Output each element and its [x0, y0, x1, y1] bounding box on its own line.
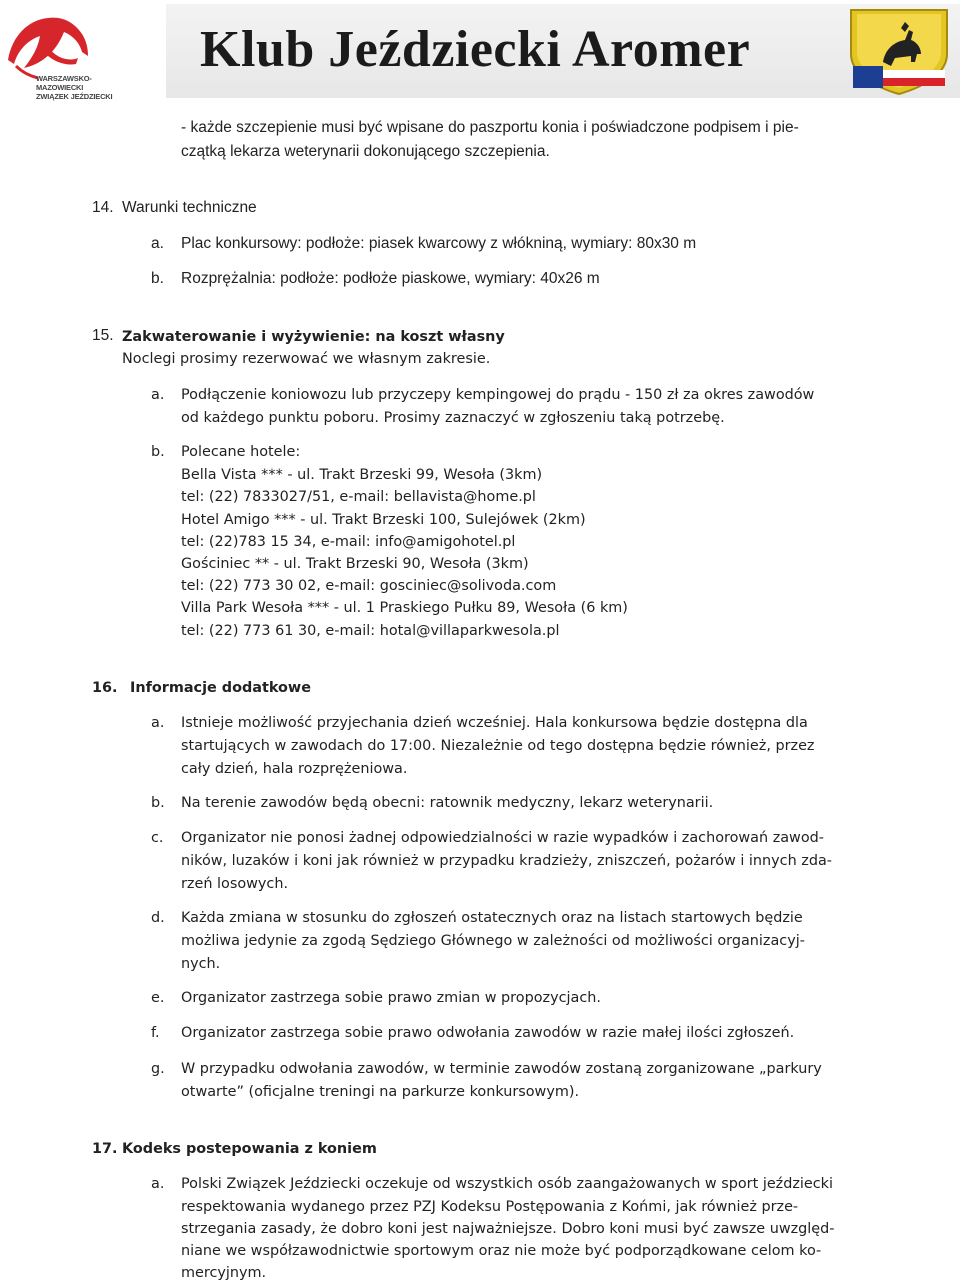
hotel-line: Villa Park Wesoła *** - ul. 1 Praskiego Pułku 89, Wesoła (6 km) — [181, 600, 628, 616]
wmzj-text — [36, 74, 116, 101]
s16-c-label: c. — [151, 830, 164, 846]
s15-title: Zakwaterowanie i wyżywienie: na koszt własny — [122, 329, 505, 345]
s16-item-line: Organizator nie ponosi żadnej odpowiedzialności w razie wypadków i zachorowań zawod- — [181, 830, 824, 846]
hotel-line: Bella Vista *** - ul. Trakt Brzeski 99, Wesoła (3km) — [181, 467, 543, 483]
s17-a-line: respektowania wydanego przez PZJ Kodeksu Postępowania z Końmi, jak również prze- — [181, 1199, 799, 1215]
s14-b-label: b. — [151, 270, 164, 287]
s16-title: Informacje dodatkowe — [130, 680, 311, 696]
s15-number: 15. — [92, 327, 114, 344]
hotel-line: tel: (22)783 15 34, e-mail: info@amigohotel.pl — [181, 534, 516, 550]
s17-title: Kodeks postepowania z koniem — [122, 1141, 377, 1157]
s16-item-line: rzeń losowych. — [181, 876, 289, 892]
s16-item-line: startujących w zawodach do 17:00. Niezależnie od tego dostępna będzie również, przez — [181, 738, 815, 754]
s14-a-text: Plac konkursowy: podłoże: piasek kwarcowy z włókniną, wymiary: 80x30 m — [181, 235, 697, 252]
s16-a-label: a. — [151, 715, 165, 731]
s17-a-line: niane we współzawodnictwie sportowym oraz nie może być podporządkowane celom ko- — [181, 1243, 822, 1259]
s17-a-line: strzegania zasady, że dobro koni jest najważniejsze. Dobro koni musi być zawsze uwzględ- — [181, 1221, 835, 1237]
s15-a-line2: od każdego punktu poboru. Prosimy zaznaczyć w zgłoszeniu taką potrzebę. — [181, 410, 725, 426]
s13-line1: - każde szczepienie musi być wpisane do paszportu konia i poświadczone podpisem i pie- — [181, 119, 799, 136]
s14-b-text: Rozprężalnia: podłoże: podłoże piaskowe, wymiary: 40x26 m — [181, 270, 600, 287]
s17-number: 17. — [92, 1141, 118, 1157]
s15-b-title: Polecane hotele: — [181, 444, 301, 460]
club-title: Klub Jeździecki Aromer — [200, 21, 751, 78]
s13-line2: czątką lekarza weterynarii dokonującego szczepienia. — [181, 143, 550, 160]
s16-item-line: cały dzień, hala rozprężeniowa. — [181, 761, 408, 777]
s14-title: Warunki techniczne — [122, 199, 257, 216]
s17-a-line: mercyjnym. — [181, 1265, 267, 1281]
s16-g-label: g. — [151, 1061, 165, 1077]
s16-b-label: b. — [151, 795, 165, 811]
club-shield-icon — [843, 6, 955, 98]
hotel-line: tel: (22) 773 61 30, e-mail: hotal@villaparkwesola.pl — [181, 623, 560, 639]
s16-item-line: Organizator zastrzega sobie prawo odwołania zawodów w razie małej ilości zgłoszeń. — [181, 1025, 795, 1041]
s16-d-label: d. — [151, 910, 165, 926]
s16-item-line: ników, luzaków i koni jak również w przypadku kradzieży, zniszczeń, pożarów i innych zda- — [181, 853, 832, 869]
s16-item-line: Na terenie zawodów będą obecni: ratownik medyczny, lekarz weterynarii. — [181, 795, 714, 811]
s16-item-line: otwarte” (oficjalne treningi na parkurze konkursowym). — [181, 1084, 580, 1100]
s17-a-label: a. — [151, 1176, 165, 1192]
s16-item-line: możliwa jedynie za zgodą Sędziego Głównego w zależności od możliwości organizacyj- — [181, 933, 805, 949]
s16-f-label: f. — [151, 1025, 160, 1041]
s16-item-line: nych. — [181, 956, 221, 972]
s16-item-line: W przypadku odwołania zawodów, w terminie zawodów zostaną zorganizowane „parkury — [181, 1061, 822, 1077]
hotel-line: tel: (22) 773 30 02, e-mail: gosciniec@solivoda.com — [181, 578, 557, 594]
wmzj-line1: WARSZAWSKO-MAZOWIECKI — [36, 74, 92, 92]
s16-e-label: e. — [151, 990, 165, 1006]
s15-a-label: a. — [151, 387, 165, 403]
s16-item-line: Organizator zastrzega sobie prawo zmian w propozycjach. — [181, 990, 601, 1006]
page-header — [0, 0, 960, 100]
s15-b-label: b. — [151, 444, 165, 460]
s16-item-line: Istnieje możliwość przyjechania dzień wcześniej. Hala konkursowa będzie dostępna dla — [181, 715, 808, 731]
s14-number: 14. — [92, 199, 114, 216]
hotel-line: tel: (22) 7833027/51, e-mail: bellavista@home.pl — [181, 489, 536, 505]
s17-a-line: Polski Związek Jeździecki oczekuje od wszystkich osób zaangażowanych w sport jeździecki — [181, 1176, 834, 1192]
s16-item-line: Każda zmiana w stosunku do zgłoszeń ostatecznych oraz na listach startowych będzie — [181, 910, 803, 926]
s16-number: 16. — [92, 680, 118, 696]
s15-a-line1: Podłączenie koniowozu lub przyczepy kempingowej do prądu - 150 zł za okres zawodów — [181, 387, 815, 403]
hotel-line: Gościniec ** - ul. Trakt Brzeski 90, Wesoła (3km) — [181, 556, 529, 572]
s15-intro: Noclegi prosimy rezerwować we własnym zakresie. — [122, 351, 491, 367]
hotel-line: Hotel Amigo *** - ul. Trakt Brzeski 100, Sulejówek (2km) — [181, 512, 586, 528]
wmzj-line2: ZWIĄZEK JEŹDZIECKI — [36, 92, 113, 101]
s14-a-label: a. — [151, 235, 164, 252]
